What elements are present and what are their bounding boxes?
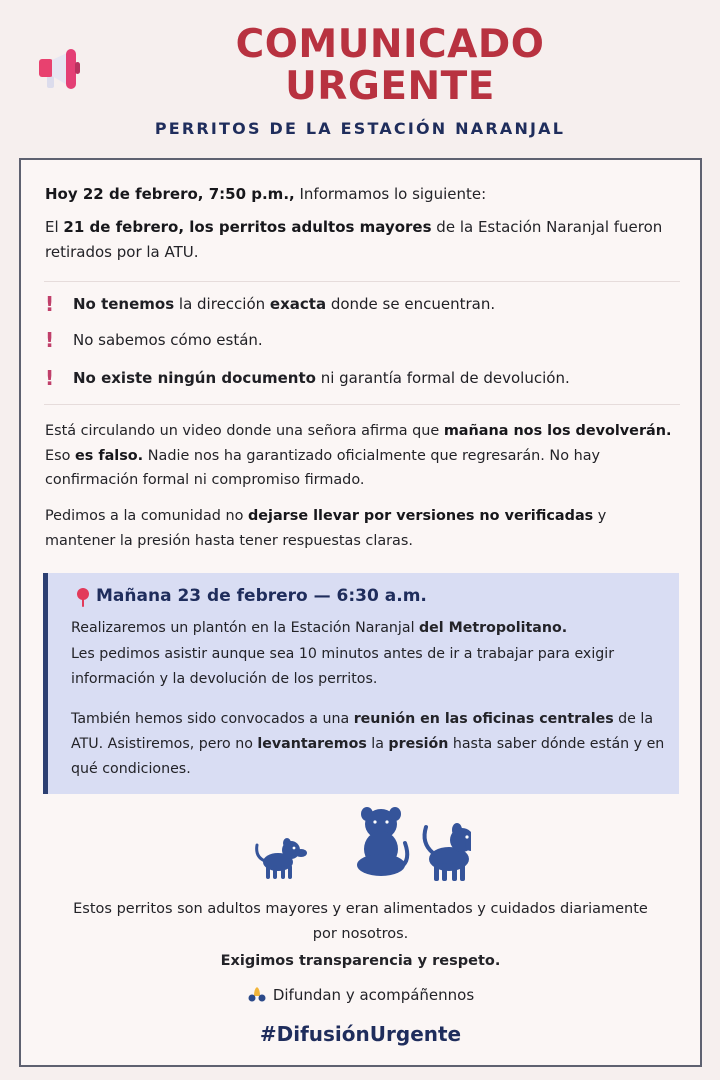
bold-text: dejarse llevar por versiones no verificadas: [247, 508, 594, 524]
exclamation-icon: !: [45, 366, 55, 390]
text: También hemos sido convocados a una: [71, 711, 354, 727]
demand-text: Exigimos transparencia y respeto.: [220, 953, 501, 969]
header: [0, 0, 720, 158]
meeting-text: [71, 707, 665, 782]
sitting-cat-icon: [357, 807, 407, 876]
event-title: Mañana 23 de febrero — 6:30 a.m.: [96, 586, 427, 606]
text: No sabemos cómo están.: [73, 331, 263, 349]
intro-date: Hoy 22 de febrero, 7:50 p.m.,: [45, 185, 295, 203]
intro-text: El: [45, 218, 64, 236]
list-item: [45, 366, 680, 390]
divider: [44, 281, 680, 282]
text: hasta saber dónde están y en qué condiciones.: [71, 736, 665, 777]
standing-dog-icon: [425, 823, 471, 881]
title-line-2: URGENTE: [285, 64, 495, 109]
intro-line: [45, 182, 678, 207]
bold-text: levantaremos: [257, 736, 367, 752]
map-pin-icon: [76, 588, 90, 608]
text: la dirección: [174, 295, 270, 313]
community-paragraph: [45, 504, 650, 553]
announcement-card: [19, 158, 702, 1067]
bold-text: reunión en las oficinas centrales: [353, 711, 614, 727]
text: Pedimos a la comunidad no: [45, 508, 248, 524]
event-text: [71, 616, 665, 641]
bold-text: No tenemos: [73, 295, 175, 313]
text: donde se encuentran.: [326, 295, 496, 313]
share-text: Difundan y acompáñennos: [272, 986, 475, 1004]
text: Está circulando un video donde una señora afirma que: [45, 423, 444, 439]
text: Eso: [45, 447, 75, 464]
bold-text: mañana nos los devolverán.: [443, 423, 672, 439]
bold-text: exacta: [269, 295, 327, 313]
list-item-text: [73, 292, 495, 316]
bold-text: del Metropolitano.: [419, 620, 568, 636]
text: la: [366, 736, 389, 752]
text: de la ATU. Asistiremos, pero no: [71, 711, 654, 752]
dogs-illustration: [251, 805, 471, 885]
small-dog-icon: [257, 838, 307, 879]
subtitle: PERRITOS DE LA ESTACIÓN NARANJAL: [154, 119, 566, 138]
page-title: [0, 24, 720, 108]
intro-text: de la Estación Naranjal fueron retirados por la ATU.: [45, 218, 663, 261]
praying-hands-icon: [247, 985, 267, 1001]
title-line-1: COMUNICADO: [235, 22, 545, 67]
text: Nadie nos ha garantizado oficialmente que regresarán. No hay confirmación formal ni compromiso firmado.: [45, 447, 601, 488]
intro-paragraph: [45, 215, 678, 265]
list-item: [45, 328, 680, 352]
intro-text: Informamos lo siguiente:: [294, 185, 487, 203]
bold-text: No existe ningún documento: [73, 369, 316, 387]
intro-emphasis: 21 de febrero, los perritos adultos mayores: [63, 218, 432, 236]
footer-text: Estos perritos son adultos mayores y eran alimentados y cuidados diariamente por nosotros.: [73, 901, 648, 942]
share-line: [31, 983, 690, 1008]
text: Realizaremos un plantón en la Estación Naranjal: [71, 620, 420, 636]
bold-text: presión: [388, 736, 449, 752]
video-paragraph: [45, 419, 678, 493]
event-callout: [43, 573, 679, 794]
list-item: [45, 292, 680, 316]
list-item-text: [73, 328, 263, 352]
exclamation-icon: !: [45, 328, 55, 352]
list-item-text: [73, 366, 570, 390]
event-text: Les pedimos asistir aunque sea 10 minutos antes de ir a trabajar para exigir información y la devolución de los perritos.: [71, 646, 615, 687]
divider: [44, 404, 680, 405]
hashtag[interactable]: #DifusiónUrgente: [259, 1022, 462, 1046]
exclamation-icon: !: [45, 292, 55, 316]
bold-text: es falso.: [74, 447, 144, 464]
text: y mantener la presión hasta tener respuestas claras.: [45, 508, 607, 549]
text: ni garantía formal de devolución.: [315, 369, 570, 387]
